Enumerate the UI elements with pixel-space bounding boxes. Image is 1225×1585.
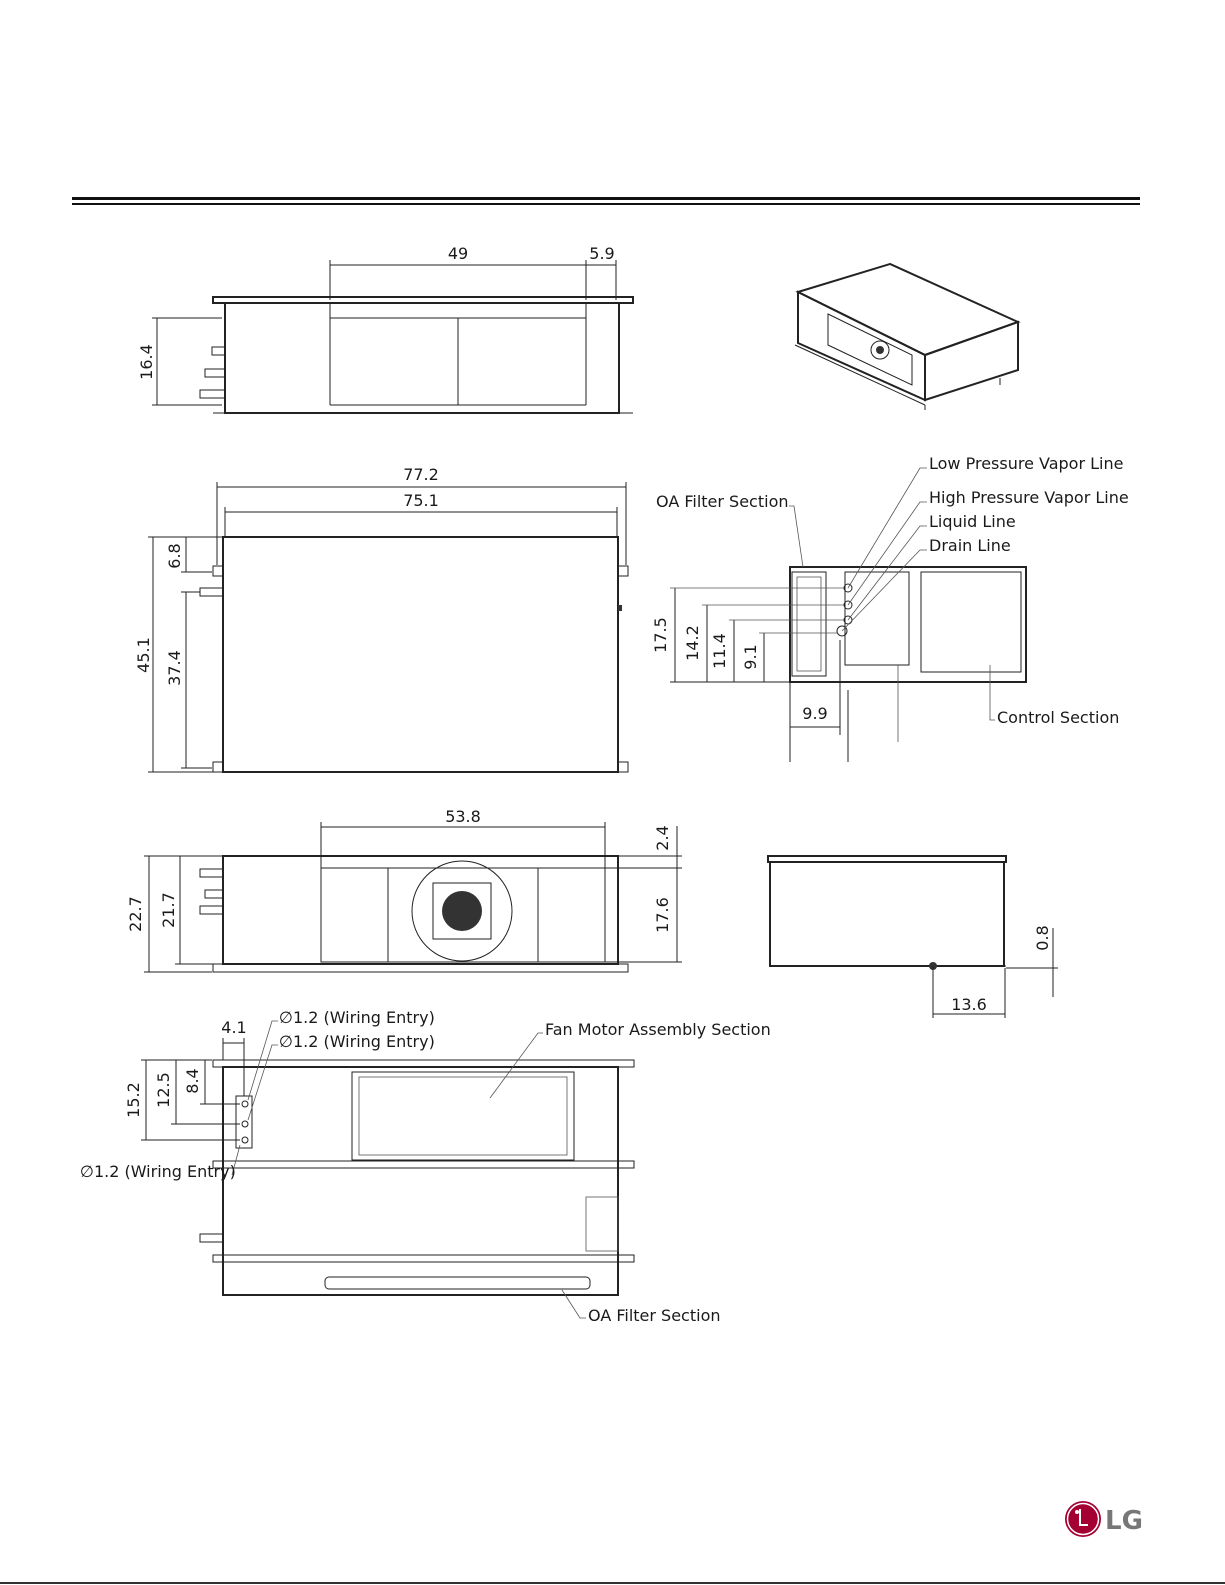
dim-end-h4: 9.1 [741, 644, 760, 670]
plan-view [134, 465, 628, 772]
dim-bottom-h1: 15.2 [124, 1082, 143, 1118]
dim-bottom-x: 4.1 [221, 1018, 247, 1037]
dim-front-total: 22.7 [126, 896, 145, 932]
label-wiring-entry-1: ∅1.2 (Wiring Entry) [279, 1008, 435, 1027]
dim-front-width: 53.8 [445, 807, 481, 826]
dim-plan-body: 75.1 [403, 491, 439, 510]
label-wiring-entry-2: ∅1.2 (Wiring Entry) [279, 1032, 435, 1051]
dim-bottom-h2: 12.5 [154, 1072, 173, 1108]
dim-plan-pipe: 37.4 [165, 650, 184, 686]
dim-side-width: 49 [447, 244, 469, 263]
dim-rear-width: 13.6 [951, 995, 987, 1014]
dim-front-top: 2.4 [653, 825, 672, 851]
dim-end-width: 9.9 [802, 704, 828, 723]
dim-side-offset: 5.9 [589, 244, 615, 263]
label-fan-motor: Fan Motor Assembly Section [545, 1020, 771, 1039]
label-low-pressure: Low Pressure Vapor Line [929, 454, 1124, 473]
dim-front-opening: 17.6 [653, 897, 672, 933]
front-elevation-view [126, 807, 682, 972]
rear-elevation-view [768, 856, 1058, 1018]
bottom-view [80, 1008, 771, 1325]
dim-side-height: 16.4 [137, 344, 156, 380]
label-drain: Drain Line [929, 536, 1011, 555]
label-control: Control Section [997, 708, 1120, 727]
dim-bottom-h3: 8.4 [183, 1068, 202, 1094]
dim-plan-overall: 77.2 [403, 465, 439, 484]
label-liquid: Liquid Line [929, 512, 1016, 531]
dim-front-body: 21.7 [159, 892, 178, 928]
side-elevation-view [137, 244, 633, 413]
dim-plan-depth: 45.1 [134, 637, 153, 673]
dim-plan-bracket: 6.8 [165, 543, 184, 569]
end-elevation-view [651, 454, 1129, 762]
label-high-pressure: High Pressure Vapor Line [929, 488, 1129, 507]
label-oa-filter-top: OA Filter Section [656, 492, 789, 511]
lg-logo [1063, 1497, 1143, 1541]
label-oa-filter-bottom: OA Filter Section [588, 1306, 721, 1325]
dim-rear-offset: 0.8 [1033, 925, 1052, 951]
footer-rule [0, 1582, 1225, 1584]
lg-logo-text: LG [1105, 1506, 1143, 1536]
label-wiring-entry-3: ∅1.2 (Wiring Entry) [80, 1162, 236, 1181]
dim-end-h2: 14.2 [683, 625, 702, 661]
dim-end-h1: 17.5 [651, 617, 670, 653]
dim-end-h3: 11.4 [710, 633, 729, 669]
isometric-view [795, 264, 1018, 410]
